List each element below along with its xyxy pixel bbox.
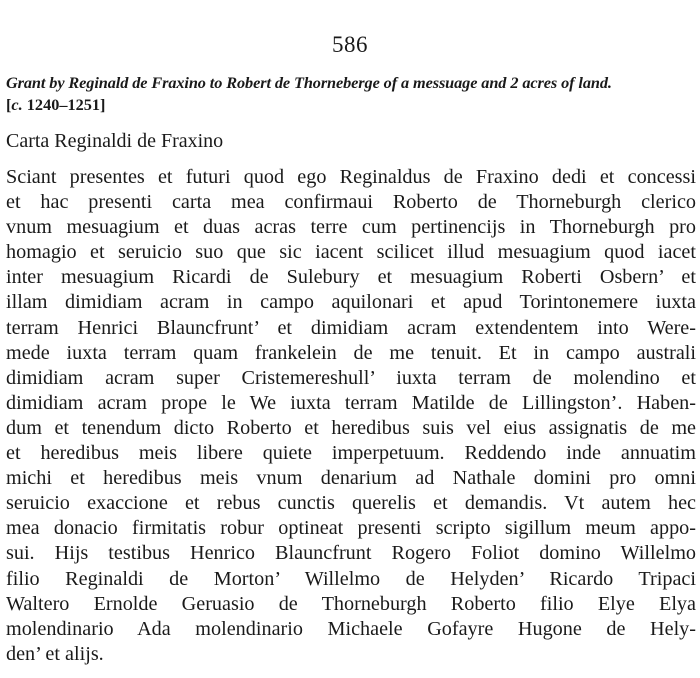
page-number: 586 bbox=[332, 32, 368, 57]
body-line: mede iuxta terram quam frankelein de me tenuit. Et in campo australi bbox=[6, 341, 696, 364]
date-range bbox=[6, 94, 105, 116]
date-open-bracket: [ bbox=[6, 95, 12, 114]
body-line: terram Henrici Blauncfrunt’ et dimidiam acram extendentem into Were- bbox=[6, 316, 696, 339]
date-years: 1240–1251] bbox=[22, 95, 106, 114]
body-line: dum et tenendum dicto Roberto et heredibus suis vel eius assignatis de me bbox=[6, 416, 696, 439]
body-line: dimidiam acram prope le We iuxta terram Matilde de Lillingston’. Haben- bbox=[6, 391, 696, 414]
body-line: den’ et alijs. bbox=[6, 642, 104, 665]
body-line: illam dimidiam acram in campo aquilonari et apud Torintonemere iuxta bbox=[6, 291, 696, 314]
body-line: et hac presenti carta mea confirmaui Roberto de Thorneburgh clerico bbox=[6, 191, 696, 214]
body-line: mea donacio firmitatis robur optineat presenti scripto sigillum meum appo- bbox=[6, 517, 696, 540]
document-heading: Grant by Reginald de Fraxino to Robert de Thorneberge of a messuage and 2 acres of land. bbox=[6, 73, 612, 92]
body-line: Waltero Ernolde Geruasio de Thorneburgh Roberto filio Elye Elya bbox=[6, 592, 696, 615]
charter-body bbox=[6, 165, 696, 667]
body-line: et heredibus meis libere quiete imperpetuum. Reddendo inde annuatim bbox=[6, 442, 696, 465]
body-line: molendinario Ada molendinario Michaele Gofayre Hugone de Hely- bbox=[6, 617, 696, 640]
body-line: homagio et seruicio suo que sic iacent scilicet illud mesuagium quod iacet bbox=[6, 241, 696, 264]
body-line: dimidiam acram super Cristemereshull’ iuxta terram de molendino et bbox=[6, 366, 696, 389]
body-line: seruicio exaccione et rebus cunctis querelis et demandis. Vt autem hec bbox=[6, 492, 696, 515]
date-circa: c. bbox=[11, 95, 23, 114]
body-line: sui. Hijs testibus Henrico Blauncfrunt Rogero Foliot domino Willelmo bbox=[6, 542, 696, 565]
body-line: filio Reginaldi de Morton’ Willelmo de Helyden’ Ricardo Tripaci bbox=[6, 567, 696, 590]
body-line: michi et heredibus meis vnum denarium ad Nathale domini pro omni bbox=[6, 467, 696, 490]
body-line: inter mesuagium Ricardi de Sulebury et mesuagium Roberti Osbern’ et bbox=[6, 266, 696, 289]
body-line: vnum mesuagium et duas acras terre cum pertinencijs in Thorneburgh pro bbox=[6, 216, 696, 239]
charter-title: Carta Reginaldi de Fraxino bbox=[6, 130, 224, 152]
body-line: Sciant presentes et futuri quod ego Reginaldus de Fraxino dedi et concessi bbox=[6, 166, 696, 188]
